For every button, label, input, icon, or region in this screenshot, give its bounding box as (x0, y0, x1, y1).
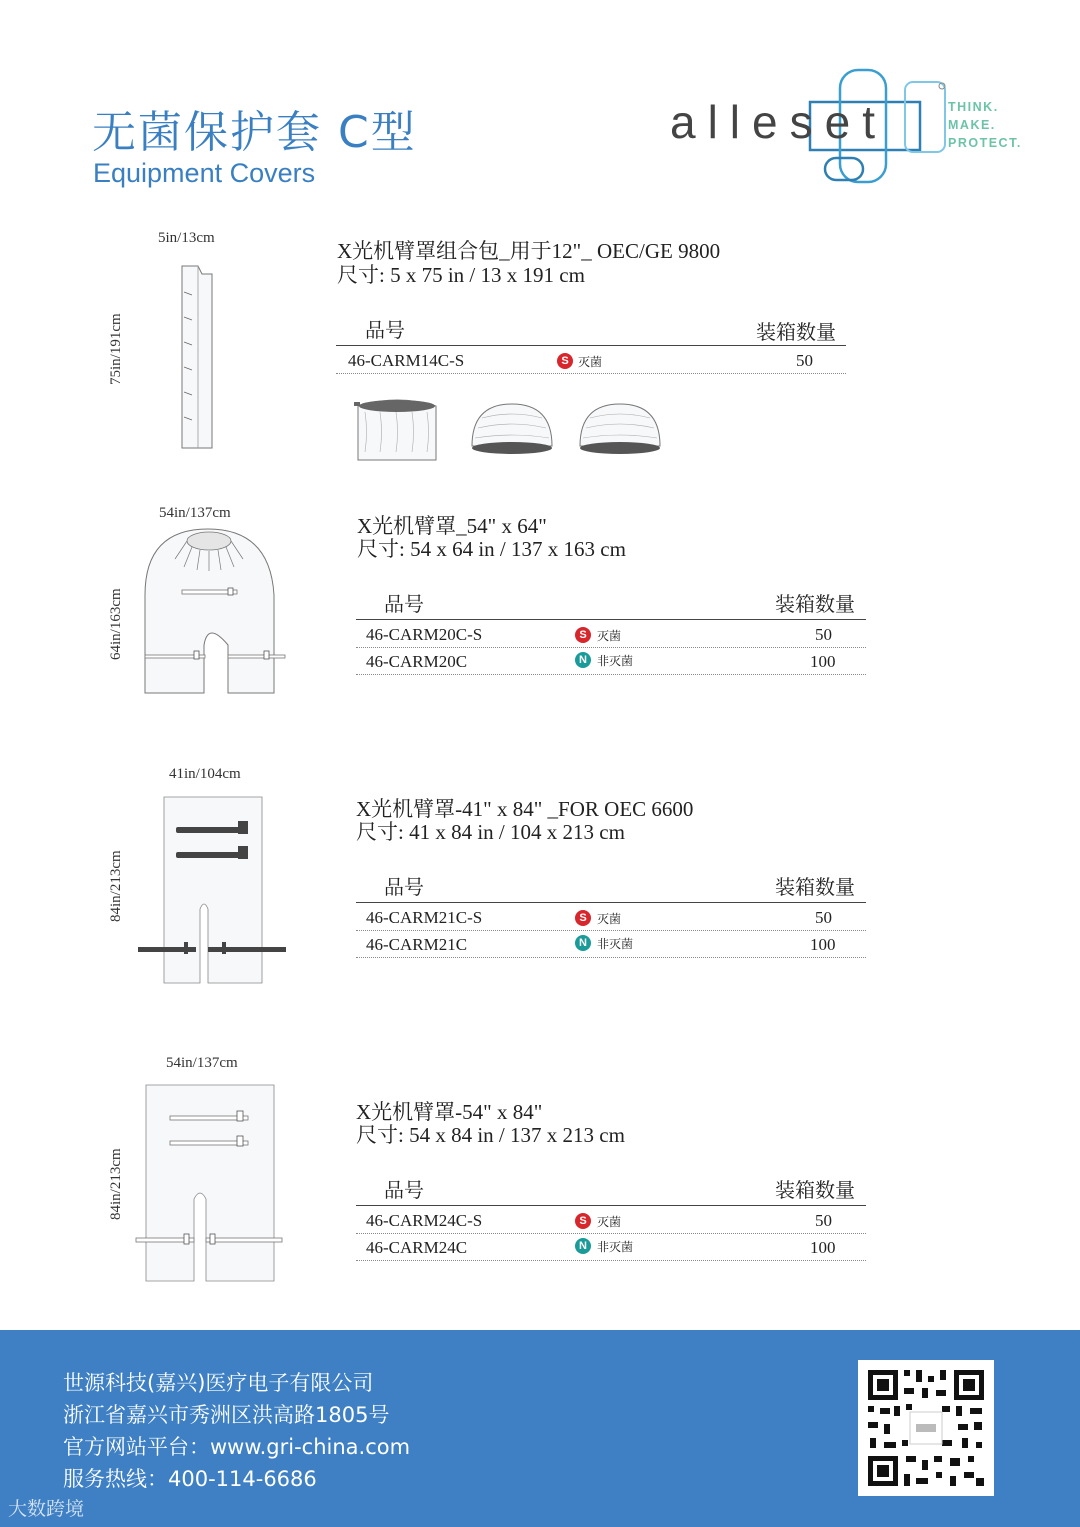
product-1-height-label: 75in/191cm (108, 313, 124, 385)
product-3-size: 尺寸: 41 x 84 in / 104 x 213 cm (356, 820, 625, 844)
sterility-label: 非灭菌 (597, 1240, 634, 1254)
non-sterile-badge-icon: N (575, 935, 591, 951)
pack-quantity: 100 (810, 935, 836, 954)
table-row (356, 903, 866, 931)
sterility-label: 灭菌 (597, 629, 622, 643)
pack-quantity: 50 (815, 908, 832, 927)
product-3-drawing (136, 795, 292, 987)
page-title-cn: 无菌保护套 C型 (92, 107, 417, 158)
sterility-label: 灭菌 (597, 1215, 622, 1229)
logo-wordmark: alleset (670, 96, 887, 148)
sterility-label: 灭菌 (597, 912, 622, 926)
product-4-height-label: 84in/213cm (108, 1148, 124, 1220)
product-4-width-label: 54in/137cm (166, 1055, 238, 1071)
product-1-code-header: 品号 (365, 320, 405, 342)
product-3-title: X光机臂罩-41" x 84" _FOR OEC 6600 (356, 797, 694, 821)
sterility-label: 非灭菌 (597, 654, 634, 668)
product-2-title: X光机臂罩_54" x 64" (357, 514, 547, 538)
sterility-label: 非灭菌 (597, 937, 634, 951)
product-2-width-label: 54in/137cm (159, 505, 231, 521)
product-1-accessory-drawings (350, 396, 670, 466)
qr-pattern (858, 1360, 994, 1496)
footer-website[interactable]: 官方网站平台：www.gri-china.com (63, 1435, 411, 1459)
sterile-badge-icon: S (557, 353, 573, 369)
sterile-badge-icon: S (575, 627, 591, 643)
sterility-label: 灭菌 (578, 355, 603, 369)
row-divider (336, 373, 846, 374)
table-row (356, 620, 866, 648)
bag-drawing (354, 400, 436, 460)
table-row (356, 1233, 866, 1261)
product-3-code-header: 品号 (384, 877, 424, 899)
product-2-drawing (140, 525, 290, 697)
product-1-drawing (178, 262, 218, 452)
watermark: 大数跨境 (8, 1498, 85, 1520)
logo-tagline-think: THINK. (948, 100, 999, 114)
table-row (336, 346, 846, 374)
product-1-qty-header: 装箱数量 (756, 322, 836, 344)
product-1-title: X光机臂罩组合包_用于12"_ OEC/GE 9800 (337, 239, 721, 263)
product-code: 46-CARM21C-S (366, 908, 483, 927)
footer-address: 浙江省嘉兴市秀洲区洪高路1805号 (63, 1403, 390, 1427)
product-code: 46-CARM14C-S (348, 351, 465, 370)
product-code: 46-CARM21C (366, 935, 468, 954)
cap-drawing-1 (472, 404, 552, 454)
logo-tagline-protect: PROTECT. (948, 136, 1022, 150)
product-2-qty-header: 装箱数量 (775, 594, 855, 616)
table-row (356, 930, 866, 958)
pack-quantity: 50 (815, 1211, 832, 1230)
product-3-qty-header: 装箱数量 (775, 877, 855, 899)
row-divider (356, 1260, 866, 1261)
product-code: 46-CARM20C-S (366, 625, 483, 644)
product-2-size: 尺寸: 54 x 64 in / 137 x 163 cm (357, 537, 626, 561)
pack-quantity: 50 (815, 625, 832, 644)
non-sterile-badge-icon: N (575, 1238, 591, 1254)
table-row (356, 1206, 866, 1234)
product-2-code-header: 品号 (384, 594, 424, 616)
product-4-size: 尺寸: 54 x 84 in / 137 x 213 cm (356, 1123, 625, 1147)
product-4-code-header: 品号 (384, 1180, 424, 1202)
product-code: 46-CARM24C (366, 1238, 468, 1257)
product-4-qty-header: 装箱数量 (775, 1180, 855, 1202)
sterile-badge-icon: S (575, 910, 591, 926)
cap-drawing-2 (580, 404, 660, 454)
row-divider (356, 674, 866, 675)
non-sterile-badge-icon: N (575, 652, 591, 668)
product-1-size: 尺寸: 5 x 75 in / 13 x 191 cm (337, 263, 585, 287)
product-code: 46-CARM20C (366, 652, 468, 671)
product-code: 46-CARM24C-S (366, 1211, 483, 1230)
product-4-title: X光机臂罩-54" x 84" (356, 1100, 543, 1124)
product-2-height-label: 64in/163cm (108, 588, 124, 660)
page-title-en: Equipment Covers (93, 158, 316, 188)
pack-quantity: 100 (810, 652, 836, 671)
logo-tagline-make: MAKE. (948, 118, 996, 132)
qr-code-icon[interactable] (858, 1360, 994, 1496)
product-4-drawing (134, 1083, 286, 1285)
footer-hotline: 服务热线：400-114-6686 (63, 1467, 317, 1491)
table-row (356, 647, 866, 675)
product-1-width-label: 5in/13cm (158, 230, 215, 246)
pack-quantity: 100 (810, 1238, 836, 1257)
product-3-height-label: 84in/213cm (108, 850, 124, 922)
sterile-badge-icon: S (575, 1213, 591, 1229)
pack-quantity: 50 (796, 351, 813, 370)
product-3-width-label: 41in/104cm (169, 766, 241, 782)
footer-company: 世源科技(嘉兴)医疗电子有限公司 (63, 1371, 374, 1395)
row-divider (356, 957, 866, 958)
